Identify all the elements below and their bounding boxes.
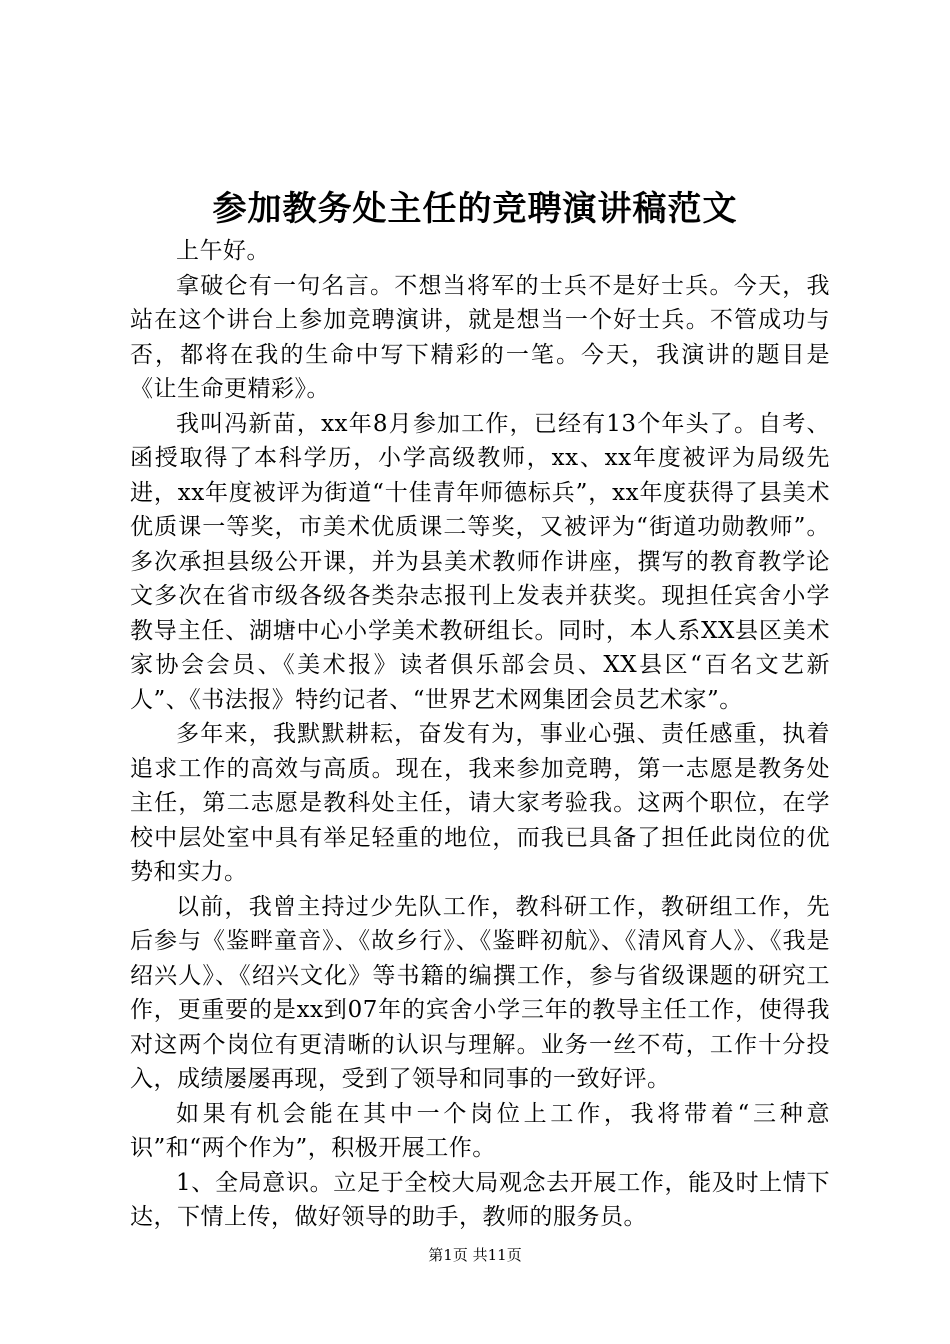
paragraph-candidacy: 多年来，我默默耕耘，奋发有为，事业心强、责任感重，执着追求工作的高效与高质。现在，我来参加竞聘，第一志愿是教务处主任，第二志愿是教科处主任，请大家考验我。这两个职位，在学校中层处室中具有举足轻重的地位，而我已具备了担任此岗位的优势和实力。: [130, 721, 830, 885]
paragraph-experience: 以前，我曾主持过少先队工作，教科研工作，教研组工作，先后参与《鉴畔童音》、《故乡行》、《鉴畔初航》、《清风育人》、《我是绍兴人》、《绍兴文化》等书籍的编撰工作，参与省级课题的研究工作，更重要的是xx到07年的宾舍小学三年的教导主任工作，使得我对这两个岗位有更清晰的认识与理解。业务一丝不苟，工作十分投入，成绩屡屡再现，受到了领导和同事的一致好评。: [130, 893, 830, 1092]
paragraph-greeting: 上午好。: [176, 238, 270, 264]
paragraph-global-awareness: 1、全局意识。立足于全校大局观念去开展工作，能及时上情下达，下情上传，做好领导的助手，教师的服务员。: [130, 1169, 830, 1230]
paragraph-napoleon-quote: 拿破仑有一句名言。不想当将军的士兵不是好士兵。今天，我站在这个讲台上参加竞聘演讲，就是想当一个好士兵。不管成功与否，都将在我的生命中写下精彩的一笔。今天，我演讲的题目是《让生命更精彩》。: [130, 272, 830, 402]
document-body: [130, 234, 830, 1235]
document-title: 参加教务处主任的竞聘演讲稿范文: [212, 189, 738, 229]
paragraph-self-introduction: 我叫冯新苗，xx年8月参加工作，已经有13个年头了。自考、函授取得了本科学历，小学高级教师，xx、xx年度被评为局级先进，xx年度被评为街道“十佳青年师德标兵”，xx年度获得了县美术优质课一等奖，市美术优质课二等奖，又被评为“街道功勋教师”。多次承担县级公开课，并为县美术教师作讲座，撰写的教育教学论文多次在省市级各级各类杂志报刊上发表并获奖。现担任宾舍小学教导主任、湖塘中心小学美术教研组长。同时，本人系XX县区美术家协会会员、《美术报》读者俱乐部会员、XX县区“百名文艺新人”、《书法报》特约记者、“世界艺术网集团会员艺术家”。: [130, 410, 830, 713]
paragraph-plan-intro: 如果有机会能在其中一个岗位上工作，我将带着“三种意识”和“两个作为”，积极开展工作。: [130, 1100, 830, 1161]
page-number-footer: 第1页 共11页: [428, 1246, 522, 1264]
